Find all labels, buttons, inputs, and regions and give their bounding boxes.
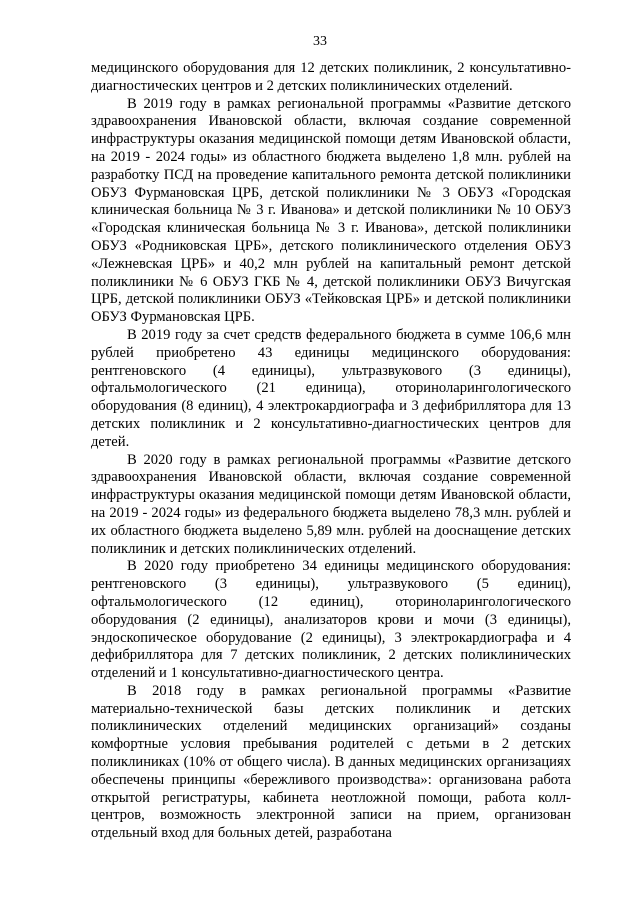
- body-text: [91, 60, 571, 843]
- paragraph-2020-equipment: В 2020 году приобретено 34 единицы медицинского оборудования: рентгеновского (3 единицы), ультразвукового (5 единиц), офтальмологического (12 единиц), оториноларингологического оборудования (2 единицы), анализаторов крови и мочи (3 единицы), эндоскопическое оборудование (2 единицы), 3 электрокардиографа и 4 дефибриллятора для 7 детских поликлиник, 2 детских поликлинических отделений и 1 консультативно-диагностического центра.: [91, 558, 571, 682]
- paragraph-2019-federal-equipment: В 2019 году за счет средств федерального бюджета в сумме 106,6 млн рублей приобретено 43 единицы медицинского оборудования: рентгеновского (4 единицы), ультразвукового (3 единицы), офтальмологического (21 единица), оториноларингологического оборудования (8 единиц), 4 электрокардиографа и 3 дефибриллятора для 13 детских поликлиник и 2 консультативно-диагностических центров для детей.: [91, 326, 571, 450]
- paragraph-continuation: медицинского оборудования для 12 детских поликлиник, 2 консультативно-диагностических центров и 2 детских поликлинических отделений.: [91, 60, 571, 94]
- page-number: 33: [313, 34, 327, 49]
- paragraph-2019-regional-program: В 2019 году в рамках региональной программы «Развитие детского здравоохранения Ивановской области, включая создание современной инфраструктуры оказания медицинской помощи детям Ивановской области, на 2019 - 2024 годы» из областного бюджета выделено 1,8 млн. рублей на разработку ПСД на проведение капитального ремонта детской поликлиники ОБУЗ Фурмановская ЦРБ, детской поликлиники № 3 ОБУЗ «Городская клиническая больница № 3 г. Иванова» и детской поликлиники № 10 ОБУЗ «Городская клиническая больница № 3 г. Иванова», детской поликлиники ОБУЗ «Родниковская ЦРБ», детского поликлинического отделения ОБУЗ «Лежневская ЦРБ» и 40,2 млн рублей на капитальный ремонт детской поликлиники № 6 ОБУЗ ГКБ № 4, детской поликлиники ОБУЗ Вичугская ЦРБ, детской поликлиники ОБУЗ «Тейковская ЦРБ» и детской поликлиники ОБУЗ Фурмановская ЦРБ.: [91, 95, 571, 326]
- paragraph-2018-regional-program: В 2018 году в рамках региональной программы «Развитие материально-технической базы детских поликлиник и детских поликлинических отделений медицинских организаций» созданы комфортные условия пребывания родителей с детьми в 2 детских поликлиниках (10% от общего числа). В данных медицинских организациях обеспечены принципы «бережливого производства»: организована работа открытой регистратуры, кабинета неотложной помощи, работа колл-центров, возможность электронной записи на прием, организован отдельный вход для больных детей, разработана: [91, 682, 571, 842]
- paragraph-2020-regional-program: В 2020 году в рамках региональной программы «Развитие детского здравоохранения Ивановской области, включая создание современной инфраструктуры оказания медицинской помощи детям Ивановской области, на 2019 - 2024 годы» из федерального бюджета выделено 78,3 млн. рублей и их областного бюджета выделено 5,89 млн. рублей на дооснащение детских поликлиник и детских поликлинических отделений.: [91, 451, 571, 557]
